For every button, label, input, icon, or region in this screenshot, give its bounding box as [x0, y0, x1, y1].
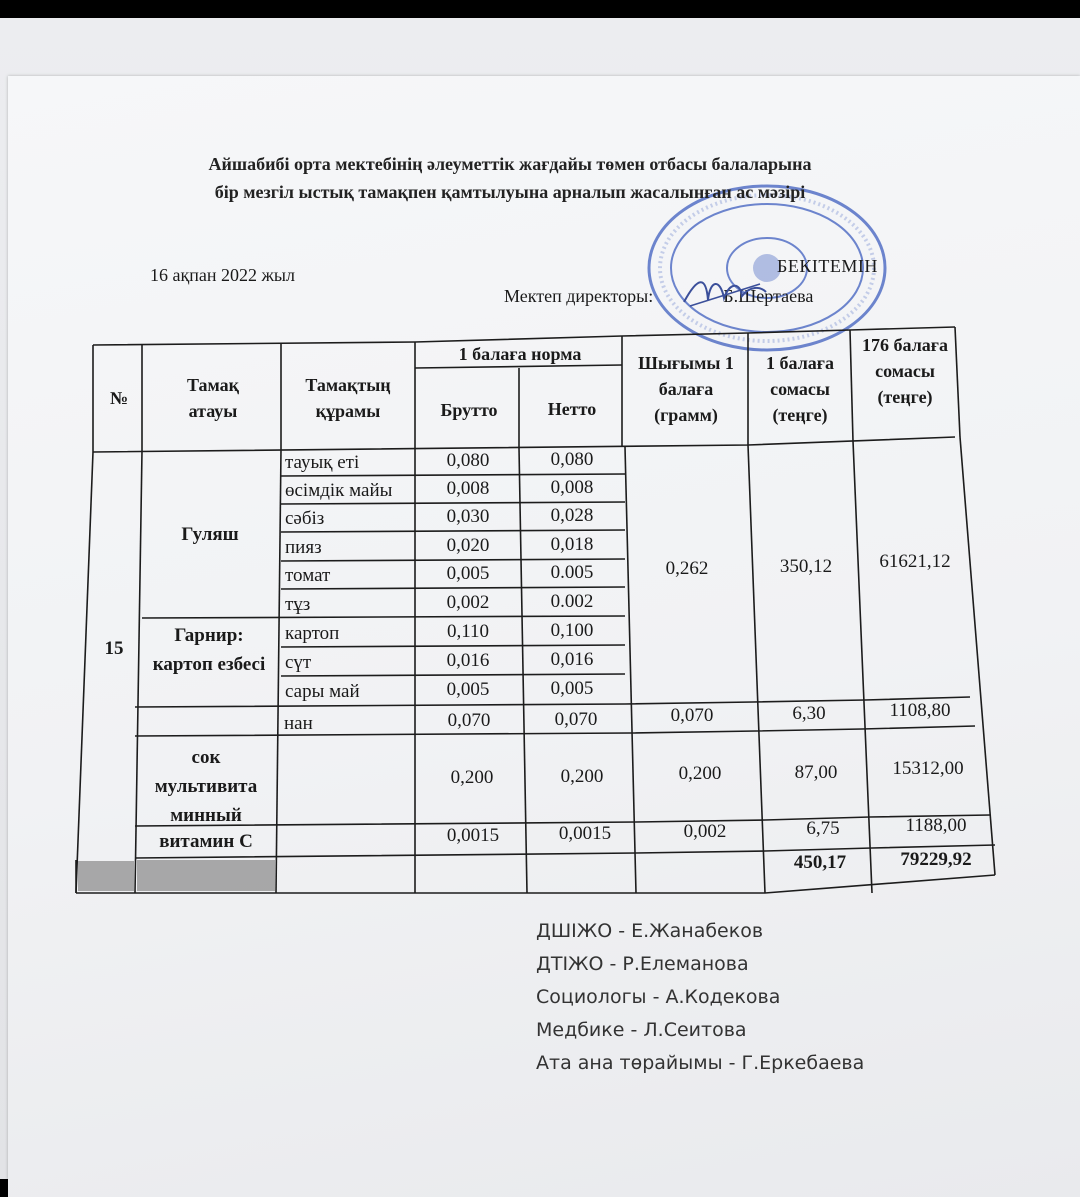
header-cost-total: 176 балаға сомасы (теңге)	[862, 335, 948, 407]
vitamin-yield: 0,002	[683, 821, 727, 842]
brutto-value: 0,005	[446, 563, 490, 584]
bread-ingredient: нан	[284, 713, 313, 734]
main-cost-one: 350,12	[779, 556, 833, 577]
header-brutto: Брутто	[440, 400, 498, 420]
netto-value: 0,018	[550, 534, 594, 555]
main-cost-total: 61621,12	[879, 551, 951, 572]
brutto-value: 0,110	[446, 621, 490, 642]
ingredient-name: томат	[285, 565, 331, 586]
approve-label: БЕКІТЕМІН	[777, 256, 878, 276]
brutto-value: 0,016	[446, 650, 490, 671]
dish-juice: сок мультивита минный	[154, 747, 258, 826]
ingredient-name: сүт	[285, 652, 312, 673]
signature-line: Социологы - А.Кодекова	[536, 986, 781, 1008]
brutto-value: 0,002	[446, 592, 490, 613]
juice-yield: 0,200	[678, 763, 722, 784]
director-name: Б.Шертаева	[723, 286, 814, 306]
signatures-list	[536, 915, 864, 1080]
brutto-value: 0,008	[446, 478, 490, 499]
vitamin-brutto: 0,0015	[446, 825, 500, 846]
header-cost-one: 1 балаға сомасы (теңге)	[766, 353, 834, 425]
vitamin-netto: 0,0015	[558, 823, 612, 844]
ingredient-name: өсімдік майы	[285, 480, 393, 501]
netto-value: 0,005	[550, 678, 594, 699]
netto-value: 0.002	[550, 591, 594, 612]
netto-value: 0,016	[550, 649, 594, 670]
dish-garnish: Гарнир: картоп езбесі	[152, 625, 266, 675]
ingredient-name: тауық еті	[285, 452, 360, 473]
signature-line: Ата ана төрайымы - Г.Еркебаева	[536, 1052, 865, 1074]
bread-netto: 0,070	[554, 709, 598, 730]
vitamin-cost-one: 6,75	[806, 818, 840, 839]
ingredient-name: пияз	[285, 537, 322, 558]
netto-value: 0,008	[550, 477, 594, 498]
bread-cost-total: 1108,80	[889, 700, 951, 721]
brutto-value: 0,080	[446, 450, 490, 471]
document-date: 16 ақпан 2022 жыл	[150, 265, 296, 285]
dish-gulyash: Гуляш	[181, 524, 239, 545]
dish-vitamin: витамин С	[159, 831, 253, 852]
bread-yield: 0,070	[670, 705, 714, 726]
ingredient-name: тұз	[285, 594, 311, 615]
juice-cost-total: 15312,00	[892, 758, 964, 779]
brutto-value: 0,020	[446, 535, 490, 556]
header-dish-name: Тамақ атауы	[186, 375, 240, 421]
signature-line: Медбике - Л.Сеитова	[536, 1019, 747, 1041]
netto-value: 0,100	[550, 620, 594, 641]
juice-brutto: 0,200	[450, 767, 494, 788]
vitamin-cost-total: 1188,00	[905, 815, 967, 836]
signature-line: ДШІЖО - Е.Жанабеков	[536, 920, 764, 942]
header-netto: Нетто	[547, 399, 597, 419]
title-line-1: Айшабибі орта мектебінің әлеуметтік жағдайы төмен отбасы балаларына	[208, 154, 812, 174]
header-norm-group: 1 балаға норма	[458, 344, 582, 364]
brutto-value: 0,030	[446, 506, 490, 527]
bread-cost-one: 6,30	[792, 703, 826, 724]
signature-line: ДТІЖО - Р.Елеманова	[536, 953, 749, 975]
ingredient-name: сары май	[285, 681, 360, 702]
ingredient-name: картоп	[285, 623, 340, 644]
netto-value: 0,028	[550, 505, 594, 526]
netto-value: 0.005	[550, 562, 594, 583]
director-label: Мектеп директоры:	[504, 286, 654, 306]
title-line-2: бір мезгіл ыстық тамақпен қамтылуына арналып жасалынған ас мәзірі	[214, 182, 806, 202]
bread-brutto: 0,070	[447, 710, 491, 731]
ingredient-name: сәбіз	[285, 508, 325, 529]
juice-netto: 0,200	[560, 766, 604, 787]
main-yield: 0,262	[665, 558, 709, 579]
group-number: 15	[104, 638, 124, 659]
header-composition: Тамақтың құрамы	[305, 375, 391, 421]
brutto-value: 0,005	[446, 679, 490, 700]
netto-value: 0,080	[550, 449, 594, 470]
header-no: №	[109, 388, 129, 408]
total-cost-one: 450,17	[793, 852, 847, 873]
juice-cost-one: 87,00	[794, 762, 838, 783]
header-yield: Шығымы 1 балаға (грамм)	[638, 353, 734, 425]
total-cost-total: 79229,92	[900, 849, 972, 870]
